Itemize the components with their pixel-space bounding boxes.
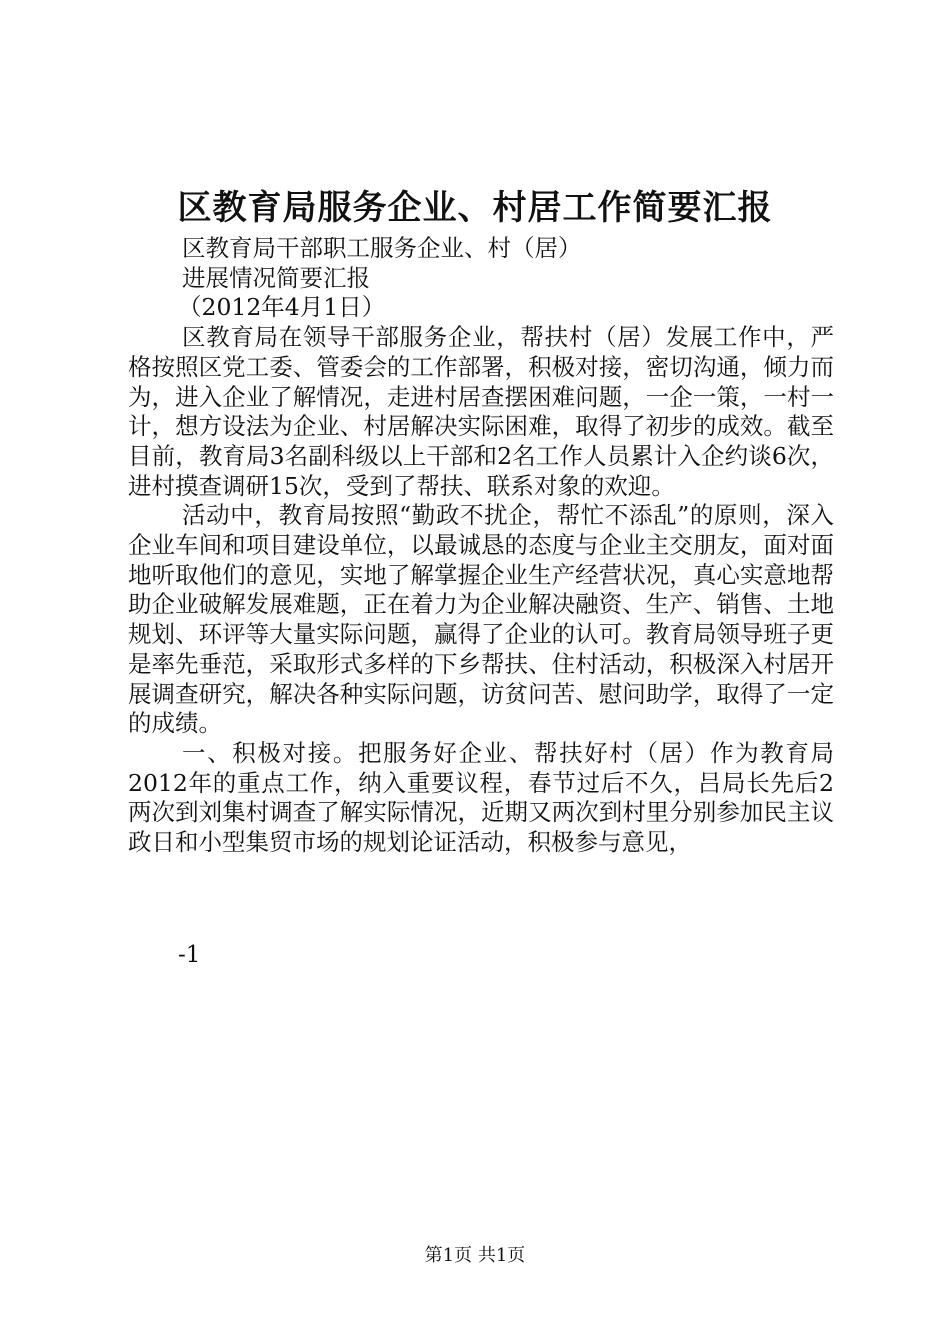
document-body bbox=[128, 234, 834, 858]
page-footer: 第1页 共1页 bbox=[424, 1245, 526, 1266]
subtitle-line-2: 进展情况简要汇报 bbox=[182, 263, 370, 292]
subtitle-line-1: 区教育局干部职工服务企业、村（居） bbox=[182, 234, 582, 262]
paragraph-2: 活动中，教育局按照“勤政不扰企，帮忙不添乱”的原则，深入企业车间和项目建设单位，以最诚恳的态度与企业主交朋友，面对面地听取他们的意见，实地了解掌握企业生产经营状况，真心实意地帮助企业破解发展难题，正在着力为企业解决融资、生产、销售、土地规划、环评等大量实际问题，赢得了企业的认可。教育局领导班子更是率先垂范，采取形式多样的下乡帮扶、住村活动，积极深入村居开展调查研究，解决各种实际问题，访贫问苦、慰问助学，取得了一定的成绩。 bbox=[128, 501, 834, 738]
document-title: 区教育局服务企业、村居工作简要汇报 bbox=[177, 188, 773, 228]
page-marker: -1 bbox=[178, 942, 201, 968]
paragraph-1: 区教育局在领导干部服务企业，帮扶村（居）发展工作中，严格按照区党工委、管委会的工作部署，积极对接，密切沟通，倾力而为，进入企业了解情况，走进村居查摆困难问题，一企一策，一村一计，想方设法为企业、村居解决实际困难，取得了初步的成效。截至目前，教育局3名副科级以上干部和2名工作人员累计入企约谈6次，进村摸查调研15次，受到了帮扶、联系对象的欢迎。 bbox=[128, 323, 834, 500]
paragraph-3: 一、积极对接。把服务好企业、帮扶好村（居）作为教育局2012年的重点工作，纳入重要议程，春节过后不久，吕局长先后2两次到刘集村调查了解实际情况，近期又两次到村里分别参加民主议政日和小型集贸市场的规划论证活动，积极参与意见， bbox=[128, 738, 834, 857]
report-date: （2012年4月1日） bbox=[178, 293, 386, 322]
